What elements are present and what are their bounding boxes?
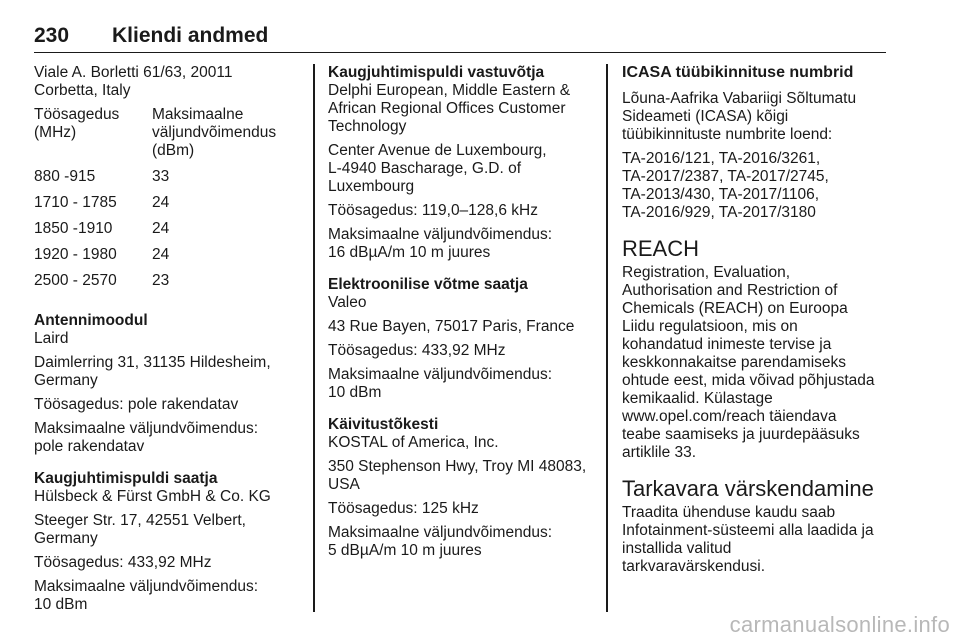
transmitter-name: Hülsbeck & Fürst GmbH & Co. KG xyxy=(34,488,271,505)
reach-heading: REACH xyxy=(622,236,700,261)
receiver-name: Delphi European, Middle Eastern & African Regional Offices Customer Technology xyxy=(328,82,571,135)
immobilizer-address: 350 Stephenson Hwy, Troy MI 48083, USA xyxy=(328,458,587,493)
table-cell: 24 xyxy=(152,220,170,237)
table-header-row xyxy=(34,106,296,168)
table-row xyxy=(34,194,296,220)
table-cell: 1710 - 1785 xyxy=(34,194,117,211)
immobilizer-name: KOSTAL of America, Inc. xyxy=(328,434,499,451)
icasa-intro: Lõuna-Aafrika Vabariigi Sõltumatu Sideameti (ICASA) kõigi tüübikinnituste numbrite loend: xyxy=(622,90,857,143)
receiver-frequency: Töösagedus: 119,0–128,6 kHz xyxy=(328,202,538,219)
page-title: Kliendi andmed xyxy=(112,24,269,47)
software-heading: Tarkavara värskendamine xyxy=(622,476,874,501)
key-receiver-section xyxy=(328,276,590,402)
table-row xyxy=(34,168,296,194)
software-section xyxy=(622,476,888,576)
table-header-frequency: Töösagedus (MHz) xyxy=(34,106,120,141)
icasa-section xyxy=(622,64,888,222)
column-3 xyxy=(622,64,888,582)
antenna-name: Laird xyxy=(34,330,69,347)
key-receiver-frequency: Töösagedus: 433,92 MHz xyxy=(328,342,506,359)
receiver-section xyxy=(328,64,590,262)
column-divider-1 xyxy=(313,64,315,612)
table-cell: 24 xyxy=(152,194,170,211)
watermark: carmanualsonline.info xyxy=(729,612,950,637)
column-divider-2 xyxy=(606,64,608,612)
table-row xyxy=(34,272,296,298)
table-cell: 1920 - 1980 xyxy=(34,246,117,263)
receiver-heading: Kaugjuhtimispuldi vastuvõtja xyxy=(328,64,545,81)
transmitter-heading: Kaugjuhtimispuldi saatja xyxy=(34,470,218,487)
table-row xyxy=(34,220,296,246)
table-cell: 33 xyxy=(152,168,170,185)
table-cell: 1850 -1910 xyxy=(34,220,113,237)
column-1 xyxy=(34,64,296,620)
table-cell: 2500 - 2570 xyxy=(34,272,117,289)
frequency-table xyxy=(34,106,296,298)
table-cell: 24 xyxy=(152,246,170,263)
page-header xyxy=(34,22,886,53)
receiver-address: Center Avenue de Luxembourg, L-4940 Bascharage, G.D. of Luxembourg xyxy=(328,142,547,195)
immobilizer-power: Maksimaalne väljundvõimendus: 5 dBµA/m 10 m juures xyxy=(328,524,553,559)
key-receiver-name: Valeo xyxy=(328,294,367,311)
software-body: Traadita ühenduse kaudu saab Infotainment-süsteemi alla laadida ja installida valitud tarkvaravärskendusi. xyxy=(622,504,874,575)
key-receiver-address: 43 Rue Bayen, 75017 Paris, France xyxy=(328,318,575,335)
manufacturer-address: Viale A. Borletti 61/63, 20011 Corbetta, Italy xyxy=(34,64,233,99)
table-row xyxy=(34,246,296,272)
icasa-numbers: TA-2016/121, TA-2016/3261, TA-2017/2387, TA-2017/2745, TA-2013/430, TA-2017/1106, TA-2016/929, TA-2017/3180 xyxy=(622,150,829,221)
table-cell: 880 -915 xyxy=(34,168,96,185)
immobilizer-section xyxy=(328,416,590,560)
transmitter-power: Maksimaalne väljundvõimendus: 10 dBm xyxy=(34,578,259,613)
immobilizer-heading: Käivitustõkesti xyxy=(328,416,439,433)
antenna-power: Maksimaalne väljundvõimendus: pole rakendatav xyxy=(34,420,259,455)
icasa-heading: ICASA tüübikinnituse numbrid xyxy=(622,64,854,81)
key-receiver-power: Maksimaalne väljundvõimendus: 10 dBm xyxy=(328,366,553,401)
table-cell: 23 xyxy=(152,272,170,289)
key-receiver-heading: Elektroonilise võtme saatja xyxy=(328,276,528,293)
antenna-heading: Antennimoodul xyxy=(34,312,148,329)
transmitter-section xyxy=(34,470,296,614)
reach-body: Registration, Evaluation, Authorisation and Restriction of Chemicals (REACH) on Euroopa Liidu regulatsioon, mis on kohandatud inimeste tervise ja keskkonnakaitse parendamiseks ohtude eest, mida võivad põhjustada kemikaalid. Külastage www.opel.com/reach täiendava teabe saamiseks ja juurdepääsuks artiklile 33. xyxy=(622,264,875,461)
antenna-section xyxy=(34,312,296,456)
antenna-address: Daimlerring 31, 31135 Hildesheim, Germany xyxy=(34,354,271,389)
table-header-power: Maksimaalne väljundvõimendus (dBm) xyxy=(152,106,277,159)
receiver-power: Maksimaalne väljundvõimendus: 16 dBµA/m 10 m juures xyxy=(328,226,553,261)
page-number: 230 xyxy=(34,24,70,47)
column-2 xyxy=(328,64,590,566)
immobilizer-frequency: Töösagedus: 125 kHz xyxy=(328,500,479,517)
transmitter-frequency: Töösagedus: 433,92 MHz xyxy=(34,554,212,571)
reach-section xyxy=(622,236,888,462)
antenna-frequency: Töösagedus: pole rakendatav xyxy=(34,396,239,413)
transmitter-address: Steeger Str. 17, 42551 Velbert, Germany xyxy=(34,512,246,547)
